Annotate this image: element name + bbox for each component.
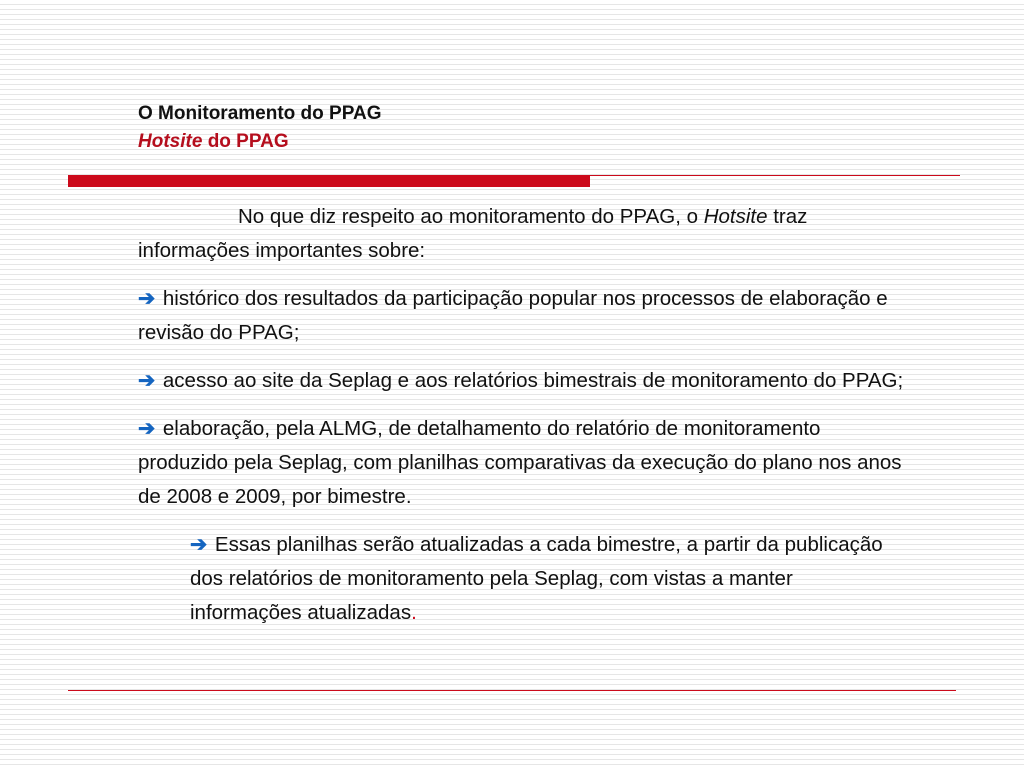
bullet-text: histórico dos resultados da participação popular nos processos de elaboração e revisão do PPAG; (138, 287, 888, 344)
bullet-item (138, 282, 913, 350)
title-block (138, 100, 838, 156)
title-underline-thin (590, 175, 960, 176)
arrow-right-icon: ➔ (138, 369, 156, 392)
arrow-right-icon: ➔ (190, 533, 208, 556)
sub-bullet-end: . (411, 601, 417, 624)
bullet-text: acesso ao site da Seplag e aos relatórios bimestrais de monitoramento do PPAG; (162, 369, 904, 392)
subtitle-rest: do PPAG (207, 131, 289, 152)
title-underline-bar (68, 175, 590, 187)
arrow-right-icon: ➔ (138, 417, 156, 440)
slide-content (138, 200, 913, 644)
bullet-item (138, 364, 913, 398)
intro-hotsite: Hotsite (703, 205, 768, 228)
arrow-right-icon: ➔ (138, 287, 156, 310)
sub-bullet-text: Essas planilhas serão atualizadas a cada bimestre, a partir da publicação dos relatórios de monitoramento pela Seplag, com vistas a manter informações atualizadas (190, 533, 883, 624)
slide-title: O Monitoramento do PPAG (138, 103, 382, 124)
intro-text-1: No que diz respeito ao monitoramento do PPAG, o (238, 205, 704, 228)
intro-text-2: traz informações importantes sobre: (138, 205, 808, 262)
intro-paragraph (138, 200, 913, 268)
sub-bullet-item (190, 528, 910, 630)
subtitle-hotsite: Hotsite (138, 131, 203, 152)
footer-line (68, 690, 956, 691)
bullet-text: elaboração, pela ALMG, de detalhamento do relatório de monitoramento produzido pela Seplag, com planilhas comparativas da execução do plano nos anos de 2008 e 2009, por bimestre. (138, 417, 902, 508)
bullet-item (138, 412, 913, 514)
slide-subtitle (138, 128, 838, 156)
